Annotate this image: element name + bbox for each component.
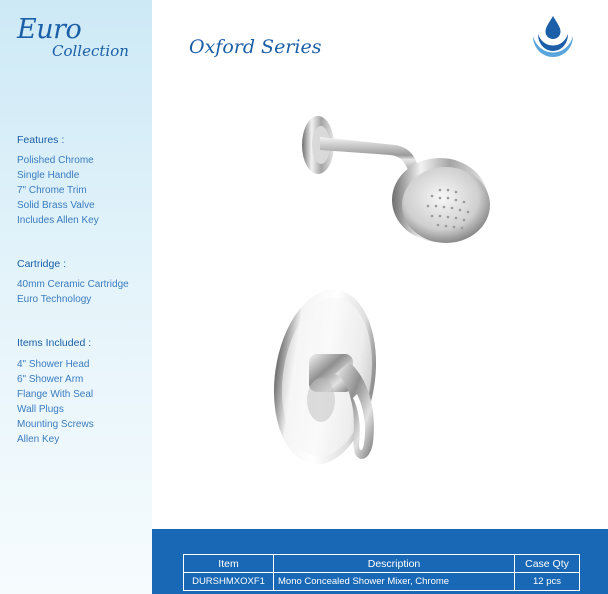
- cartridge-item: 40mm Ceramic Cartridge: [17, 279, 129, 290]
- features-item: 7" Chrome Trim: [17, 185, 87, 196]
- brand-collection-text: Collection: [52, 42, 129, 60]
- included-item: 4" Shower Head: [17, 359, 90, 370]
- included-item: 6" Shower Arm: [17, 374, 84, 385]
- features-item: Polished Chrome: [17, 155, 94, 166]
- included-title: Items Included :: [17, 337, 92, 349]
- sidebar-panel: [0, 0, 152, 594]
- valve-trim-image: [265, 282, 405, 472]
- cell-item: DURSHMXOXF1: [184, 573, 274, 591]
- cell-case-qty: 12 pcs: [515, 573, 580, 591]
- header-item: Item: [184, 555, 274, 573]
- cartridge-title: Cartridge :: [17, 258, 67, 270]
- included-item: Wall Plugs: [17, 404, 64, 415]
- items-table: [183, 554, 580, 591]
- water-drop-icon: [529, 12, 577, 60]
- features-list: [17, 153, 99, 228]
- included-item: Flange With Seal: [17, 389, 94, 400]
- cartridge-list: [17, 277, 129, 307]
- features-item: Solid Brass Valve: [17, 200, 95, 211]
- cartridge-item: Euro Technology: [17, 294, 92, 305]
- features-item: Includes Allen Key: [17, 215, 99, 226]
- table-row: [184, 573, 580, 591]
- table-header-row: [184, 555, 580, 573]
- series-title: Oxford Series: [189, 36, 322, 58]
- header-description: Description: [274, 555, 515, 573]
- included-list: [17, 357, 94, 447]
- cell-description: Mono Concealed Shower Mixer, Chrome: [274, 573, 515, 591]
- brand-euro-text: Euro: [17, 14, 82, 45]
- shower-head-image: [290, 110, 500, 250]
- included-item: Mounting Screws: [17, 419, 94, 430]
- features-title: Features :: [17, 134, 65, 146]
- features-item: Single Handle: [17, 170, 80, 181]
- included-item: Allen Key: [17, 434, 60, 445]
- header-case-qty: Case Qty: [515, 555, 580, 573]
